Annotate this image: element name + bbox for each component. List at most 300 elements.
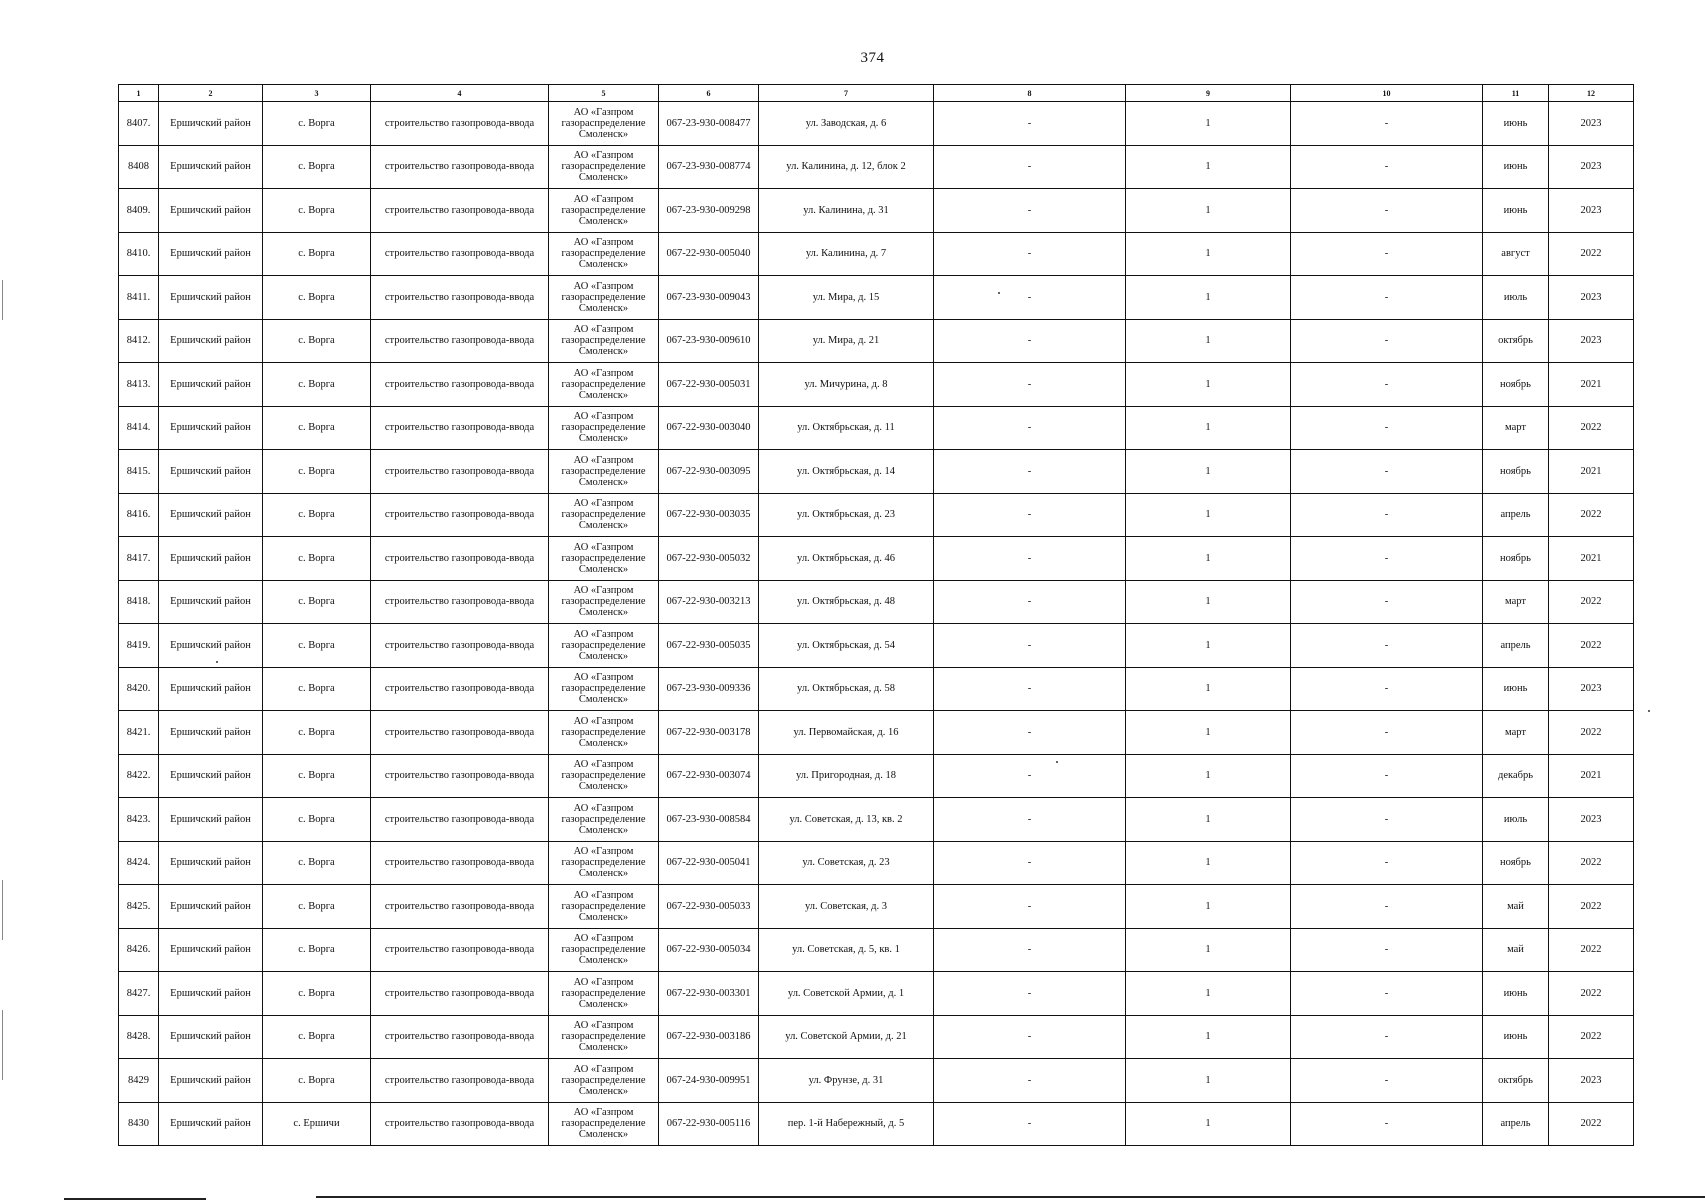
month-cell: июль bbox=[1483, 798, 1549, 842]
object-code-cell: 067-22-930-003040 bbox=[659, 406, 759, 450]
organization-line: АО «Газпром bbox=[573, 585, 634, 597]
organization-cell bbox=[549, 928, 659, 972]
column-8-cell: - bbox=[934, 406, 1126, 450]
address-cell: ул. Советская, д. 5, кв. 1 bbox=[759, 928, 934, 972]
work-type-cell: строительство газопровода-ввода bbox=[371, 1059, 549, 1103]
organization-line: АО «Газпром bbox=[573, 367, 634, 379]
object-code-cell: 067-23-930-008774 bbox=[659, 145, 759, 189]
object-code-cell: 067-22-930-005116 bbox=[659, 1102, 759, 1146]
work-type-cell: строительство газопровода-ввода bbox=[371, 450, 549, 494]
work-type-cell: строительство газопровода-ввода bbox=[371, 145, 549, 189]
table-row bbox=[119, 624, 1634, 668]
data-table bbox=[118, 84, 1634, 1146]
object-code-cell: 067-22-930-005035 bbox=[659, 624, 759, 668]
column-header: 7 bbox=[759, 85, 934, 102]
organization-line: АО «Газпром bbox=[573, 150, 634, 162]
column-header: 5 bbox=[549, 85, 659, 102]
column-header: 9 bbox=[1126, 85, 1291, 102]
work-type-cell: строительство газопровода-ввода bbox=[371, 102, 549, 146]
column-8-cell: - bbox=[934, 624, 1126, 668]
organization-line: Смоленск» bbox=[578, 128, 629, 140]
object-code-cell: 067-22-930-005033 bbox=[659, 885, 759, 929]
year-cell: 2022 bbox=[1549, 841, 1634, 885]
organization-line: АО «Газпром bbox=[573, 411, 634, 423]
organization-line: АО «Газпром bbox=[573, 1063, 634, 1075]
column-9-cell: 1 bbox=[1126, 276, 1291, 320]
column-10-cell: - bbox=[1291, 841, 1483, 885]
organization-cell bbox=[549, 580, 659, 624]
scan-speck bbox=[1648, 710, 1650, 712]
organization-line: АО «Газпром bbox=[573, 454, 634, 466]
organization-cell bbox=[549, 145, 659, 189]
district-cell: Ершичский район bbox=[159, 580, 263, 624]
column-8-cell: - bbox=[934, 1102, 1126, 1146]
organization-cell bbox=[549, 319, 659, 363]
column-9-cell: 1 bbox=[1126, 624, 1291, 668]
column-9-cell: 1 bbox=[1126, 928, 1291, 972]
object-code-cell: 067-22-930-003095 bbox=[659, 450, 759, 494]
settlement-cell: с. Ворга bbox=[263, 667, 371, 711]
column-9-cell: 1 bbox=[1126, 1059, 1291, 1103]
work-type-cell: строительство газопровода-ввода bbox=[371, 363, 549, 407]
column-9-cell: 1 bbox=[1126, 580, 1291, 624]
settlement-cell: с. Ворга bbox=[263, 102, 371, 146]
organization-line: газораспределение bbox=[561, 770, 646, 782]
column-10-cell: - bbox=[1291, 276, 1483, 320]
work-type-cell: строительство газопровода-ввода bbox=[371, 493, 549, 537]
year-cell: 2021 bbox=[1549, 450, 1634, 494]
year-cell: 2022 bbox=[1549, 972, 1634, 1016]
row-number-cell: 8421. bbox=[119, 711, 159, 755]
work-type-cell: строительство газопровода-ввода bbox=[371, 580, 549, 624]
organization-cell bbox=[549, 189, 659, 233]
column-10-cell: - bbox=[1291, 102, 1483, 146]
object-code-cell: 067-22-930-005041 bbox=[659, 841, 759, 885]
column-10-cell: - bbox=[1291, 624, 1483, 668]
address-cell: ул. Советской Армии, д. 1 bbox=[759, 972, 934, 1016]
district-cell: Ершичский район bbox=[159, 406, 263, 450]
organization-line: газораспределение bbox=[561, 683, 646, 695]
district-cell: Ершичский район bbox=[159, 1102, 263, 1146]
object-code-cell: 067-23-930-008477 bbox=[659, 102, 759, 146]
column-10-cell: - bbox=[1291, 1102, 1483, 1146]
object-code-cell: 067-23-930-008584 bbox=[659, 798, 759, 842]
column-10-cell: - bbox=[1291, 885, 1483, 929]
column-8-cell: - bbox=[934, 450, 1126, 494]
object-code-cell: 067-22-930-003035 bbox=[659, 493, 759, 537]
organization-cell bbox=[549, 667, 659, 711]
month-cell: март bbox=[1483, 406, 1549, 450]
district-cell: Ершичский район bbox=[159, 232, 263, 276]
object-code-cell: 067-22-930-003186 bbox=[659, 1015, 759, 1059]
organization-line: газораспределение bbox=[561, 378, 646, 390]
address-cell: ул. Заводская, д. 6 bbox=[759, 102, 934, 146]
organization-line: газораспределение bbox=[561, 509, 646, 521]
organization-line: Смоленск» bbox=[578, 694, 629, 706]
column-8-cell: - bbox=[934, 145, 1126, 189]
work-type-cell: строительство газопровода-ввода bbox=[371, 1102, 549, 1146]
table-row bbox=[119, 841, 1634, 885]
organization-line: газораспределение bbox=[561, 1118, 646, 1130]
footer-line-left bbox=[64, 1198, 206, 1200]
organization-line: Смоленск» bbox=[578, 737, 629, 749]
table-row bbox=[119, 145, 1634, 189]
row-number-cell: 8411. bbox=[119, 276, 159, 320]
organization-line: газораспределение bbox=[561, 552, 646, 564]
column-8-cell: - bbox=[934, 189, 1126, 233]
organization-cell bbox=[549, 1102, 659, 1146]
work-type-cell: строительство газопровода-ввода bbox=[371, 885, 549, 929]
organization-line: газораспределение bbox=[561, 1074, 646, 1086]
month-cell: октябрь bbox=[1483, 319, 1549, 363]
organization-line: Смоленск» bbox=[578, 824, 629, 836]
table-row bbox=[119, 276, 1634, 320]
organization-cell bbox=[549, 232, 659, 276]
organization-cell bbox=[549, 1059, 659, 1103]
column-9-cell: 1 bbox=[1126, 841, 1291, 885]
district-cell: Ершичский район bbox=[159, 363, 263, 407]
organization-line: газораспределение bbox=[561, 204, 646, 216]
table-row bbox=[119, 885, 1634, 929]
organization-cell bbox=[549, 972, 659, 1016]
year-cell: 2021 bbox=[1549, 754, 1634, 798]
work-type-cell: строительство газопровода-ввода bbox=[371, 624, 549, 668]
column-10-cell: - bbox=[1291, 493, 1483, 537]
settlement-cell: с. Ворга bbox=[263, 189, 371, 233]
address-cell: ул. Калинина, д. 12, блок 2 bbox=[759, 145, 934, 189]
settlement-cell: с. Ворга bbox=[263, 276, 371, 320]
month-cell: август bbox=[1483, 232, 1549, 276]
organization-line: АО «Газпром bbox=[573, 498, 634, 510]
district-cell: Ершичский район bbox=[159, 145, 263, 189]
organization-cell bbox=[549, 276, 659, 320]
column-10-cell: - bbox=[1291, 537, 1483, 581]
column-10-cell: - bbox=[1291, 363, 1483, 407]
address-cell: ул. Советская, д. 23 bbox=[759, 841, 934, 885]
column-10-cell: - bbox=[1291, 928, 1483, 972]
column-10-cell: - bbox=[1291, 667, 1483, 711]
organization-line: Смоленск» bbox=[578, 172, 629, 184]
object-code-cell: 067-22-930-003213 bbox=[659, 580, 759, 624]
column-9-cell: 1 bbox=[1126, 493, 1291, 537]
organization-line: Смоленск» bbox=[578, 998, 629, 1010]
column-9-cell: 1 bbox=[1126, 232, 1291, 276]
organization-cell bbox=[549, 406, 659, 450]
settlement-cell: с. Ворга bbox=[263, 537, 371, 581]
column-8-cell: - bbox=[934, 841, 1126, 885]
work-type-cell: строительство газопровода-ввода bbox=[371, 972, 549, 1016]
work-type-cell: строительство газопровода-ввода bbox=[371, 537, 549, 581]
column-header: 2 bbox=[159, 85, 263, 102]
organization-line: Смоленск» bbox=[578, 607, 629, 619]
month-cell: май bbox=[1483, 885, 1549, 929]
address-cell: ул. Мичурина, д. 8 bbox=[759, 363, 934, 407]
district-cell: Ершичский район bbox=[159, 1059, 263, 1103]
work-type-cell: строительство газопровода-ввода bbox=[371, 711, 549, 755]
scan-speck bbox=[998, 292, 1000, 294]
row-number-cell: 8429 bbox=[119, 1059, 159, 1103]
address-cell: ул. Пригородная, д. 18 bbox=[759, 754, 934, 798]
organization-line: Смоленск» bbox=[578, 476, 629, 488]
district-cell: Ершичский район bbox=[159, 450, 263, 494]
organization-line: АО «Газпром bbox=[573, 802, 634, 814]
organization-line: газораспределение bbox=[561, 465, 646, 477]
district-cell: Ершичский район bbox=[159, 885, 263, 929]
organization-cell bbox=[549, 885, 659, 929]
settlement-cell: с. Ворга bbox=[263, 493, 371, 537]
table-row bbox=[119, 189, 1634, 233]
column-10-cell: - bbox=[1291, 711, 1483, 755]
table-body bbox=[119, 102, 1634, 1146]
organization-cell bbox=[549, 841, 659, 885]
district-cell: Ершичский район bbox=[159, 667, 263, 711]
organization-line: АО «Газпром bbox=[573, 759, 634, 771]
organization-line: Смоленск» bbox=[578, 346, 629, 358]
organization-line: газораспределение bbox=[561, 639, 646, 651]
year-cell: 2022 bbox=[1549, 885, 1634, 929]
column-header: 1 bbox=[119, 85, 159, 102]
row-number-cell: 8423. bbox=[119, 798, 159, 842]
organization-line: Смоленск» bbox=[578, 1042, 629, 1054]
month-cell: ноябрь bbox=[1483, 363, 1549, 407]
table-row bbox=[119, 667, 1634, 711]
row-number-cell: 8413. bbox=[119, 363, 159, 407]
column-header: 10 bbox=[1291, 85, 1483, 102]
year-cell: 2022 bbox=[1549, 406, 1634, 450]
month-cell: октябрь bbox=[1483, 1059, 1549, 1103]
organization-cell bbox=[549, 711, 659, 755]
address-cell: ул. Октябрьская, д. 46 bbox=[759, 537, 934, 581]
district-cell: Ершичский район bbox=[159, 624, 263, 668]
column-8-cell: - bbox=[934, 667, 1126, 711]
row-number-cell: 8415. bbox=[119, 450, 159, 494]
page-number: 374 bbox=[860, 50, 885, 66]
scan-edge-mark bbox=[2, 1010, 3, 1080]
organization-line: газораспределение bbox=[561, 813, 646, 825]
column-8-cell: - bbox=[934, 580, 1126, 624]
settlement-cell: с. Ворга bbox=[263, 232, 371, 276]
column-9-cell: 1 bbox=[1126, 189, 1291, 233]
work-type-cell: строительство газопровода-ввода bbox=[371, 406, 549, 450]
column-8-cell: - bbox=[934, 798, 1126, 842]
column-9-cell: 1 bbox=[1126, 1015, 1291, 1059]
settlement-cell: с. Ворга bbox=[263, 580, 371, 624]
year-cell: 2022 bbox=[1549, 1102, 1634, 1146]
organization-line: АО «Газпром bbox=[573, 889, 634, 901]
organization-line: газораспределение bbox=[561, 596, 646, 608]
column-header: 4 bbox=[371, 85, 549, 102]
address-cell: ул. Октябрьская, д. 23 bbox=[759, 493, 934, 537]
organization-line: Смоленск» bbox=[578, 781, 629, 793]
table-row bbox=[119, 928, 1634, 972]
month-cell: июнь bbox=[1483, 145, 1549, 189]
district-cell: Ершичский район bbox=[159, 798, 263, 842]
month-cell: июнь bbox=[1483, 102, 1549, 146]
table-row bbox=[119, 1015, 1634, 1059]
work-type-cell: строительство газопровода-ввода bbox=[371, 928, 549, 972]
organization-line: Смоленск» bbox=[578, 302, 629, 314]
organization-line: газораспределение bbox=[561, 900, 646, 912]
district-cell: Ершичский район bbox=[159, 276, 263, 320]
organization-line: АО «Газпром bbox=[573, 976, 634, 988]
table-row bbox=[119, 363, 1634, 407]
object-code-cell: 067-23-930-009610 bbox=[659, 319, 759, 363]
year-cell: 2022 bbox=[1549, 493, 1634, 537]
object-code-cell: 067-22-930-005031 bbox=[659, 363, 759, 407]
month-cell: июль bbox=[1483, 276, 1549, 320]
table-row bbox=[119, 319, 1634, 363]
address-cell: ул. Октябрьская, д. 58 bbox=[759, 667, 934, 711]
column-9-cell: 1 bbox=[1126, 450, 1291, 494]
organization-line: Смоленск» bbox=[578, 433, 629, 445]
column-header: 8 bbox=[934, 85, 1126, 102]
year-cell: 2021 bbox=[1549, 363, 1634, 407]
year-cell: 2023 bbox=[1549, 667, 1634, 711]
organization-line: Смоленск» bbox=[578, 259, 629, 271]
organization-line: АО «Газпром bbox=[573, 541, 634, 553]
table-row bbox=[119, 798, 1634, 842]
month-cell: ноябрь bbox=[1483, 537, 1549, 581]
address-cell: ул. Фрунзе, д. 31 bbox=[759, 1059, 934, 1103]
column-10-cell: - bbox=[1291, 450, 1483, 494]
row-number-cell: 8416. bbox=[119, 493, 159, 537]
organization-cell bbox=[549, 102, 659, 146]
address-cell: ул. Мира, д. 21 bbox=[759, 319, 934, 363]
year-cell: 2023 bbox=[1549, 1059, 1634, 1103]
settlement-cell: с. Ворга bbox=[263, 1059, 371, 1103]
organization-cell bbox=[549, 450, 659, 494]
organization-line: Смоленск» bbox=[578, 215, 629, 227]
column-8-cell: - bbox=[934, 711, 1126, 755]
footer-line-right bbox=[316, 1196, 1705, 1198]
column-10-cell: - bbox=[1291, 232, 1483, 276]
work-type-cell: строительство газопровода-ввода bbox=[371, 667, 549, 711]
object-code-cell: 067-23-930-009043 bbox=[659, 276, 759, 320]
row-number-cell: 8412. bbox=[119, 319, 159, 363]
table-row bbox=[119, 711, 1634, 755]
month-cell: март bbox=[1483, 711, 1549, 755]
district-cell: Ершичский район bbox=[159, 841, 263, 885]
year-cell: 2022 bbox=[1549, 580, 1634, 624]
row-number-cell: 8407. bbox=[119, 102, 159, 146]
settlement-cell: с. Ворга bbox=[263, 754, 371, 798]
scan-speck bbox=[216, 661, 218, 663]
settlement-cell: с. Ворга bbox=[263, 885, 371, 929]
row-number-cell: 8419. bbox=[119, 624, 159, 668]
column-10-cell: - bbox=[1291, 1059, 1483, 1103]
month-cell: апрель bbox=[1483, 1102, 1549, 1146]
row-number-cell: 8409. bbox=[119, 189, 159, 233]
organization-line: АО «Газпром bbox=[573, 1107, 634, 1119]
column-8-cell: - bbox=[934, 319, 1126, 363]
address-cell: ул. Советская, д. 13, кв. 2 bbox=[759, 798, 934, 842]
month-cell: июнь bbox=[1483, 667, 1549, 711]
column-10-cell: - bbox=[1291, 972, 1483, 1016]
month-cell: ноябрь bbox=[1483, 841, 1549, 885]
settlement-cell: с. Ворга bbox=[263, 928, 371, 972]
column-8-cell: - bbox=[934, 102, 1126, 146]
work-type-cell: строительство газопровода-ввода bbox=[371, 189, 549, 233]
table-row bbox=[119, 972, 1634, 1016]
column-9-cell: 1 bbox=[1126, 667, 1291, 711]
address-cell: ул. Октябрьская, д. 48 bbox=[759, 580, 934, 624]
organization-cell bbox=[549, 363, 659, 407]
organization-line: газораспределение bbox=[561, 161, 646, 173]
settlement-cell: с. Ершичи bbox=[263, 1102, 371, 1146]
year-cell: 2023 bbox=[1549, 276, 1634, 320]
district-cell: Ершичский район bbox=[159, 972, 263, 1016]
address-cell: ул. Советская, д. 3 bbox=[759, 885, 934, 929]
organization-line: Смоленск» bbox=[578, 1129, 629, 1141]
settlement-cell: с. Ворга bbox=[263, 406, 371, 450]
address-cell: ул. Октябрьская, д. 11 bbox=[759, 406, 934, 450]
district-cell: Ершичский район bbox=[159, 319, 263, 363]
table-row bbox=[119, 232, 1634, 276]
organization-line: Смоленск» bbox=[578, 868, 629, 880]
column-8-cell: - bbox=[934, 754, 1126, 798]
column-10-cell: - bbox=[1291, 189, 1483, 233]
organization-cell bbox=[549, 493, 659, 537]
district-cell: Ершичский район bbox=[159, 754, 263, 798]
row-number-cell: 8427. bbox=[119, 972, 159, 1016]
organization-cell bbox=[549, 1015, 659, 1059]
column-9-cell: 1 bbox=[1126, 1102, 1291, 1146]
row-number-cell: 8425. bbox=[119, 885, 159, 929]
organization-line: АО «Газпром bbox=[573, 715, 634, 727]
table-row bbox=[119, 1102, 1634, 1146]
organization-line: АО «Газпром bbox=[573, 672, 634, 684]
address-cell: ул. Октябрьская, д. 14 bbox=[759, 450, 934, 494]
district-cell: Ершичский район bbox=[159, 711, 263, 755]
object-code-cell: 067-23-930-009336 bbox=[659, 667, 759, 711]
work-type-cell: строительство газопровода-ввода bbox=[371, 798, 549, 842]
column-header: 3 bbox=[263, 85, 371, 102]
organization-line: АО «Газпром bbox=[573, 106, 634, 118]
month-cell: май bbox=[1483, 928, 1549, 972]
year-cell: 2021 bbox=[1549, 537, 1634, 581]
month-cell: июнь bbox=[1483, 972, 1549, 1016]
district-cell: Ершичский район bbox=[159, 928, 263, 972]
organization-line: газораспределение bbox=[561, 117, 646, 129]
year-cell: 2022 bbox=[1549, 928, 1634, 972]
table-row bbox=[119, 102, 1634, 146]
month-cell: ноябрь bbox=[1483, 450, 1549, 494]
row-number-cell: 8420. bbox=[119, 667, 159, 711]
address-cell: ул. Калинина, д. 31 bbox=[759, 189, 934, 233]
month-cell: апрель bbox=[1483, 493, 1549, 537]
year-cell: 2022 bbox=[1549, 624, 1634, 668]
organization-line: газораспределение bbox=[561, 335, 646, 347]
settlement-cell: с. Ворга bbox=[263, 450, 371, 494]
organization-cell bbox=[549, 798, 659, 842]
column-8-cell: - bbox=[934, 363, 1126, 407]
table-row bbox=[119, 1059, 1634, 1103]
organization-line: газораспределение bbox=[561, 944, 646, 956]
row-number-cell: 8426. bbox=[119, 928, 159, 972]
column-8-cell: - bbox=[934, 928, 1126, 972]
settlement-cell: с. Ворга bbox=[263, 1015, 371, 1059]
column-header: 6 bbox=[659, 85, 759, 102]
table-row bbox=[119, 580, 1634, 624]
scan-speck bbox=[1056, 761, 1058, 763]
organization-line: АО «Газпром bbox=[573, 1020, 634, 1032]
settlement-cell: с. Ворга bbox=[263, 972, 371, 1016]
organization-line: газораспределение bbox=[561, 291, 646, 303]
organization-line: АО «Газпром bbox=[573, 237, 634, 249]
column-header: 12 bbox=[1549, 85, 1634, 102]
column-9-cell: 1 bbox=[1126, 145, 1291, 189]
column-9-cell: 1 bbox=[1126, 319, 1291, 363]
